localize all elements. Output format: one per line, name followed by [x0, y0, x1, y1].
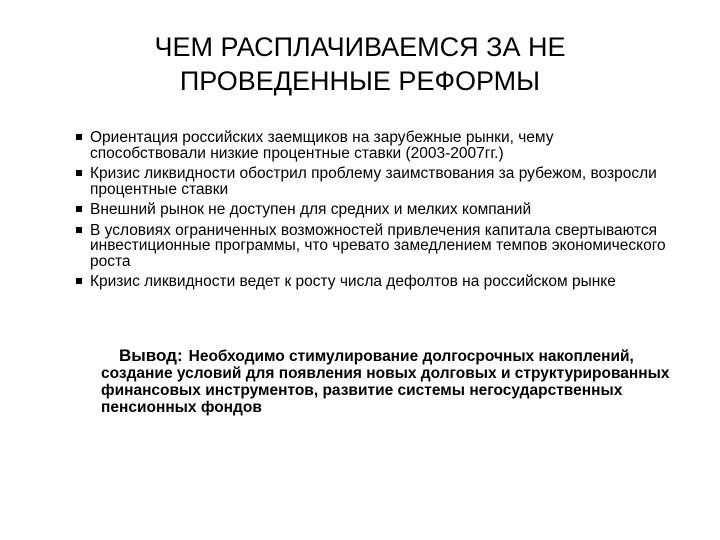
square-bullet-icon: [76, 227, 82, 233]
bullet-text: Ориентация российских заемщиков на зарубежные рынки, чему способствовали низкие процентные ставки (2003-2007гг.): [90, 129, 554, 162]
bullet-item: [72, 130, 672, 161]
square-bullet-icon: [76, 170, 82, 176]
conclusion: [101, 347, 681, 416]
bullet-list: [72, 130, 672, 295]
square-bullet-icon: [76, 278, 82, 284]
conclusion-label: Вывод:: [119, 346, 183, 365]
bullet-item: [72, 202, 672, 218]
slide-title: [60, 30, 660, 98]
conclusion-text: Необходимо стимулирование долгосрочных накоплений, создание условий для появления новых долговых и структурированных финансовых инструментов, развитие системы негосударственных пенсионных фондов: [101, 348, 670, 416]
title-line-1: ЧЕМ РАСПЛАЧИВАЕМСЯ ЗА НЕ: [154, 32, 566, 62]
bullet-text: В условиях ограниченных возможностей привлечения капитала свертываются инвестиционные программы, что чревато замедлением темпов экономического роста: [90, 221, 666, 270]
bullet-item: [72, 274, 672, 290]
bullet-text: Кризис ликвидности обострил проблему заимствования за рубежом, возросли процентные ставки: [90, 165, 657, 198]
title-line-2: ПРОВЕДЕННЫЕ РЕФОРМЫ: [179, 66, 541, 96]
square-bullet-icon: [76, 206, 82, 212]
bullet-item: [72, 223, 672, 270]
square-bullet-icon: [76, 134, 82, 140]
bullet-text: Кризис ликвидности ведет к росту числа дефолтов на российском рынке: [90, 273, 616, 290]
bullet-text: Внешний рынок не доступен для средних и мелких компаний: [90, 201, 532, 218]
bullet-item: [72, 166, 672, 197]
